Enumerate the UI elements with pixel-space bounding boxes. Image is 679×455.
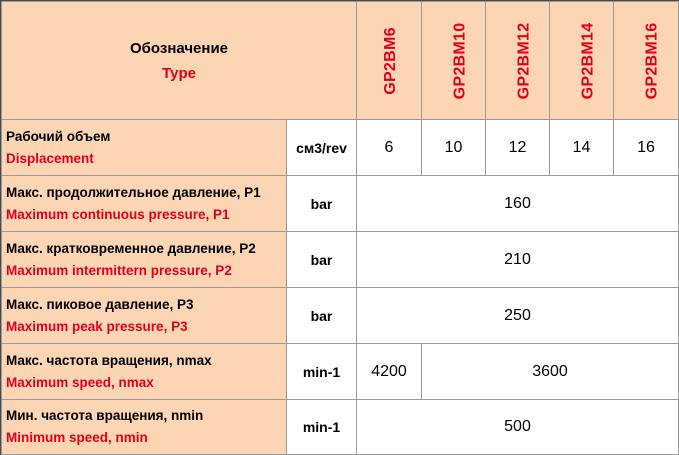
row-label — [2, 232, 287, 288]
label-ru: Макс. пиковое давление, P3 — [6, 296, 194, 312]
label-en: Maximum intermittern pressure, P2 — [6, 262, 232, 278]
label-en: Maximum speed, nmax — [6, 374, 154, 390]
table-row — [2, 400, 679, 455]
label-ru: Макс. частота вращения, nmax — [6, 352, 212, 368]
header-row — [2, 2, 679, 120]
spec-table — [1, 1, 679, 455]
label-en: Maximum peak pressure, P3 — [6, 318, 188, 334]
value-cell: 4200 — [357, 344, 422, 400]
label-en: Maximum continuous pressure, P1 — [6, 206, 230, 222]
model-label: GP2BM14 — [579, 22, 597, 99]
model-header — [422, 2, 486, 120]
unit-cell: bar — [287, 288, 357, 344]
table-row — [2, 120, 679, 176]
label-ru: Рабочий объем — [6, 128, 111, 144]
row-label — [2, 288, 287, 344]
row-label — [2, 120, 287, 176]
designation-header — [2, 2, 357, 120]
model-header — [550, 2, 614, 120]
designation-label-ru: Обозначение — [129, 39, 229, 57]
value-cell: 12 — [486, 120, 550, 176]
label-en: Displacement — [6, 150, 94, 166]
value-cell: 210 — [357, 232, 679, 288]
value-cell: 250 — [357, 288, 679, 344]
label-ru: Макс. кратковременное давление, P2 — [6, 240, 256, 256]
model-header — [357, 2, 422, 120]
model-label: GP2BM10 — [451, 22, 469, 99]
model-header — [614, 2, 679, 120]
table-row — [2, 344, 679, 400]
value-cell: 3600 — [422, 344, 679, 400]
model-label: GP2BM16 — [643, 22, 661, 99]
row-label — [2, 400, 287, 455]
value-cell: 6 — [357, 120, 422, 176]
unit-cell: min-1 — [287, 344, 357, 400]
unit-cell: bar — [287, 176, 357, 232]
table-row — [2, 232, 679, 288]
table-row — [2, 288, 679, 344]
value-cell: 500 — [357, 400, 679, 455]
table-row — [2, 176, 679, 232]
value-cell: 16 — [614, 120, 679, 176]
unit-cell: bar — [287, 232, 357, 288]
label-en: Minimum speed, nmin — [6, 430, 148, 445]
model-label: GP2BM6 — [381, 26, 399, 95]
unit-cell: см3/rev — [287, 120, 357, 176]
model-header — [486, 2, 550, 120]
value-cell: 160 — [357, 176, 679, 232]
unit-cell: min-1 — [287, 400, 357, 455]
row-label — [2, 344, 287, 400]
model-label: GP2BM12 — [515, 22, 533, 99]
value-cell: 14 — [550, 120, 614, 176]
row-label — [2, 176, 287, 232]
value-cell: 10 — [422, 120, 486, 176]
designation-label-en: Type — [162, 64, 196, 82]
label-ru: Мин. частота вращения, nmin — [6, 408, 204, 423]
label-ru: Макс. продолжительное давление, P1 — [6, 184, 261, 200]
